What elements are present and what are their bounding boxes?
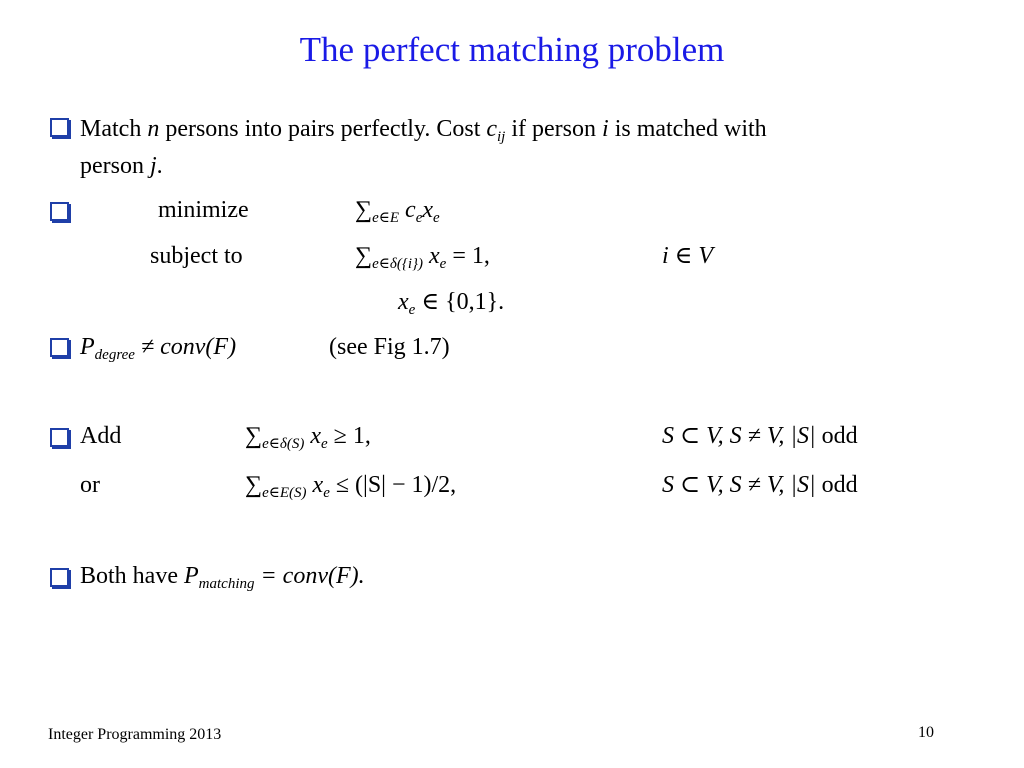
lp-constraint-2: [398, 288, 504, 316]
both-have-statement: [80, 562, 365, 590]
text: persons into pairs perfectly. Cost: [159, 116, 487, 142]
or-label: or: [80, 472, 100, 498]
math: = 1,: [446, 243, 490, 269]
math-sub: e: [323, 485, 330, 501]
add-label: Add: [80, 423, 122, 449]
math: x: [423, 243, 440, 269]
math: ≥ 1,: [327, 423, 371, 449]
sum-symbol: ∑: [245, 423, 263, 449]
math: P: [183, 563, 199, 589]
sum-symbol: ∑: [245, 472, 263, 498]
math: x: [422, 197, 434, 223]
math: c: [399, 197, 416, 223]
lp-constraint-1: [355, 242, 490, 270]
bullet-icon: [50, 338, 69, 357]
lp-subject-to-label: subject to: [150, 243, 243, 269]
math-i: i: [602, 116, 609, 142]
math: S ⊂ V, S ≠ V, |S|: [662, 423, 816, 449]
math: ≠ conv(F): [134, 334, 237, 360]
bullet-icon: [50, 568, 69, 587]
math-sub: e: [415, 210, 423, 226]
lp-constraint-1-domain: i ∈ V: [662, 243, 714, 269]
math-sub: e: [433, 210, 440, 226]
math-sub: e: [408, 302, 416, 318]
text: Match: [80, 116, 148, 142]
bullet-1-line-2: [80, 152, 163, 180]
sum-symbol: ∑: [355, 243, 373, 269]
math-sub: matching: [198, 576, 255, 592]
lp-minimize-label: minimize: [158, 197, 249, 223]
constraint-or-domain: [662, 471, 858, 499]
math: x: [398, 289, 409, 315]
page-number: 10: [918, 724, 934, 741]
sum-symbol: ∑: [355, 197, 373, 223]
bullet-icon: [50, 118, 69, 137]
math: = conv(F).: [254, 563, 365, 589]
footer-course: Integer Programming 2013: [48, 726, 222, 743]
math: S ⊂ V, S ≠ V, |S|: [662, 472, 816, 498]
p-degree-statement: [80, 333, 236, 361]
math: x: [306, 472, 324, 498]
math-j: j: [149, 153, 157, 179]
slide-title: The perfect matching problem: [299, 30, 725, 69]
math: ∈ {0,1}.: [415, 289, 505, 315]
math: P: [80, 334, 95, 360]
sum-sub: e∈E: [372, 210, 400, 226]
sum-sub: e∈δ({i}): [372, 256, 423, 272]
text: .: [156, 153, 163, 179]
math-sub: e: [321, 436, 328, 452]
constraint-add-domain: [662, 422, 858, 450]
math-sub-ij: ij: [497, 129, 506, 145]
math-c: c: [486, 116, 498, 142]
see-fig-note: (see Fig 1.7): [329, 334, 450, 360]
sum-sub: e∈δ(S): [262, 436, 305, 452]
text: Both have: [80, 563, 184, 589]
math-sub: e: [439, 256, 447, 272]
bullet-1-line-1: [80, 115, 767, 143]
text: odd: [815, 423, 858, 449]
constraint-or: [245, 471, 456, 499]
text: is matched with: [608, 116, 767, 142]
text: if person: [505, 116, 603, 142]
bullet-icon: [50, 428, 69, 447]
math-sub: degree: [94, 347, 135, 363]
text: odd: [815, 472, 858, 498]
lp-objective: [355, 196, 440, 224]
constraint-add: [245, 422, 371, 450]
sum-sub: e∈E(S): [262, 485, 307, 501]
bullet-icon: [50, 202, 69, 221]
math: x: [304, 423, 321, 449]
text: person: [80, 153, 150, 179]
math-n: n: [147, 116, 160, 142]
math: ≤ (|S| − 1)/2,: [329, 472, 457, 498]
